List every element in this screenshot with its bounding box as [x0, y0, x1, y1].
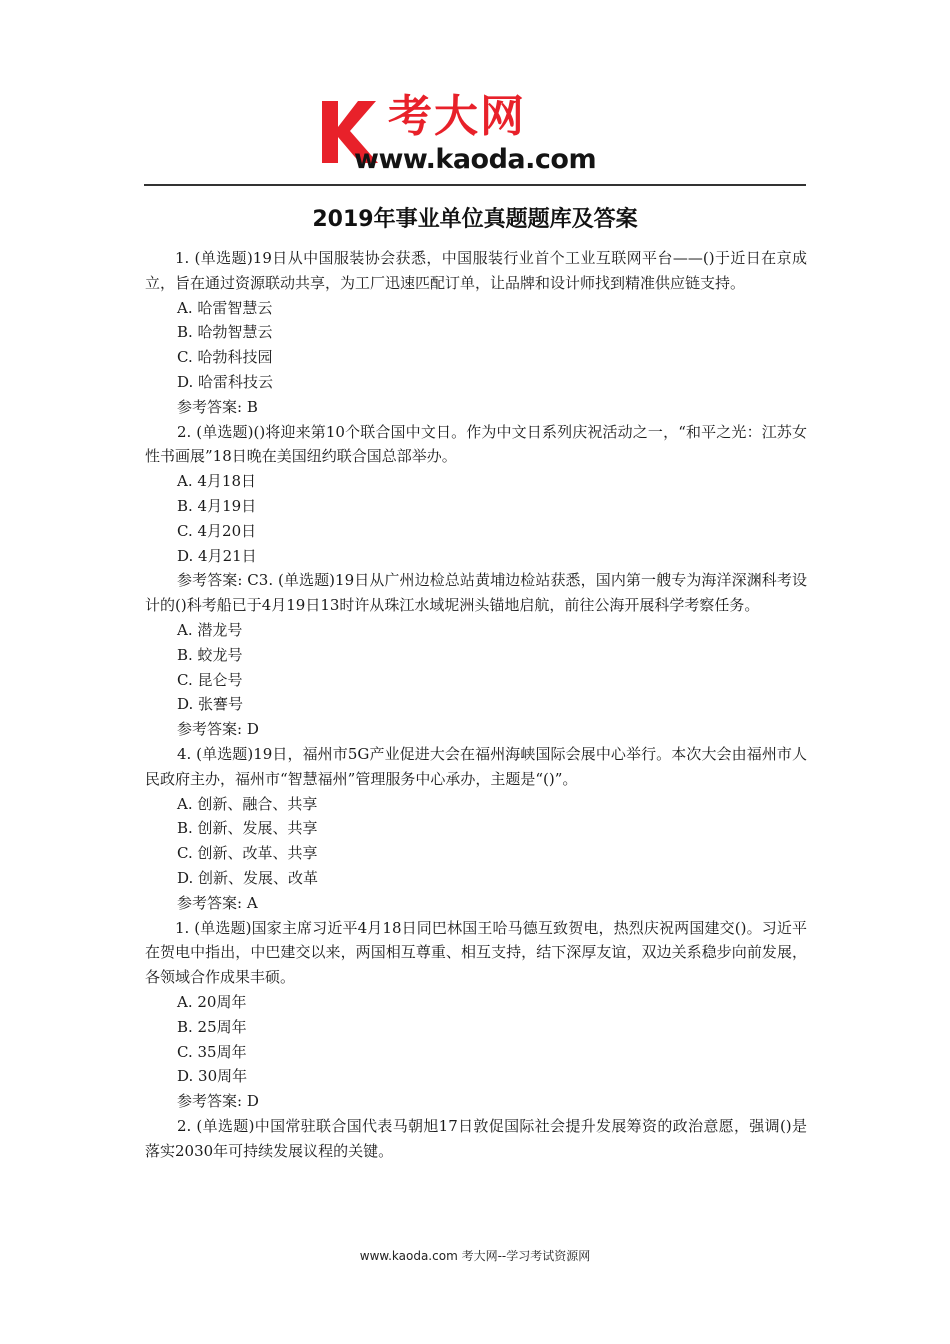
answer-option: A. 4月18日 — [177, 472, 256, 491]
answer-option: D. 张謇号 — [177, 695, 244, 714]
answer-option: C. 35周年 — [177, 1042, 247, 1061]
question-stem: 1. (单选题)国家主席习近平4月18日同巴林国王哈马德互致贺电，热烈庆祝两国建交()。习近平在贺电中指出，中巴建交以来，两国相互尊重、相互支持，结下深厚友谊，双边关系稳步向前发展，各领域合作成果丰硕。 — [145, 918, 807, 987]
reference-answer: 参考答案: B — [177, 397, 258, 416]
reference-answer: 参考答案: D — [177, 1092, 259, 1111]
answer-option: D. 创新、发展、改革 — [177, 868, 319, 887]
header-divider — [144, 184, 806, 186]
question-list — [145, 246, 807, 1163]
page-footer: www.kaoda.com 考大网--学习考试资源网 — [359, 1249, 591, 1263]
answer-option: B. 创新、发展、共享 — [177, 819, 318, 838]
answer-option: A. 哈雷智慧云 — [177, 298, 273, 317]
answer-option: B. 蛟龙号 — [177, 645, 243, 664]
reference-answer: 参考答案: A — [177, 893, 258, 912]
reference-answer: 参考答案: D — [177, 720, 259, 739]
answer-option: C. 昆仑号 — [177, 670, 243, 689]
answer-option: D. 4月21日 — [177, 546, 257, 565]
answer-option: D. 哈雷科技云 — [177, 372, 274, 391]
question-stem: 2. (单选题)中国常驻联合国代表马朝旭17日敦促国际社会提升发展筹资的政治意愿，强调()是落实2030年可持续发展议程的关键。 — [145, 1116, 807, 1160]
logo-chinese-text: 考大网 — [388, 91, 526, 142]
kaoda-logo — [318, 91, 638, 183]
answer-option: D. 30周年 — [177, 1067, 248, 1086]
answer-option: C. 4月20日 — [177, 521, 257, 540]
answer-option: A. 20周年 — [177, 992, 247, 1011]
question-stem: 4. (单选题)19日，福州市5G产业促进大会在福州海峡国际会展中心举行。本次大会由福州市人民政府主办，福州市“智慧福州”管理服务中心承办，主题是“()”。 — [145, 744, 807, 788]
question-stem: 2. (单选题)()将迎来第10个联合国中文日。作为中文日系列庆祝活动之一，“和平之光：江苏女性书画展”18日晚在美国纽约联合国总部举办。 — [145, 422, 807, 466]
answer-option: C. 创新、改革、共享 — [177, 844, 318, 863]
answer-option: B. 4月19日 — [177, 496, 257, 515]
answer-option: B. 哈勃智慧云 — [177, 323, 273, 342]
question-stem: 1. (单选题)19日从中国服装协会获悉，中国服装行业首个工业互联网平台——()于近日在京成立，旨在通过资源联动共享，为工厂迅速匹配订单，让品牌和设计师找到精准供应链支持。 — [145, 249, 807, 292]
answer-option: A. 潜龙号 — [177, 620, 243, 639]
reference-answer: 参考答案: C3. (单选题)19日从广州边检总站黄埔边检站获悉，国内第一艘专为海洋深渊科考设计的()科考船已于4月19日13时许从珠江水域坭洲头锚地启航，前往公海开展科学考察任务。 — [145, 571, 807, 615]
answer-option: B. 25周年 — [177, 1017, 247, 1036]
page-title: 2019年事业单位真题题库及答案 — [312, 207, 638, 232]
logo-url-text: www.kaoda.com — [354, 144, 597, 175]
answer-option: C. 哈勃科技园 — [177, 348, 273, 367]
answer-option: A. 创新、融合、共享 — [177, 794, 318, 813]
